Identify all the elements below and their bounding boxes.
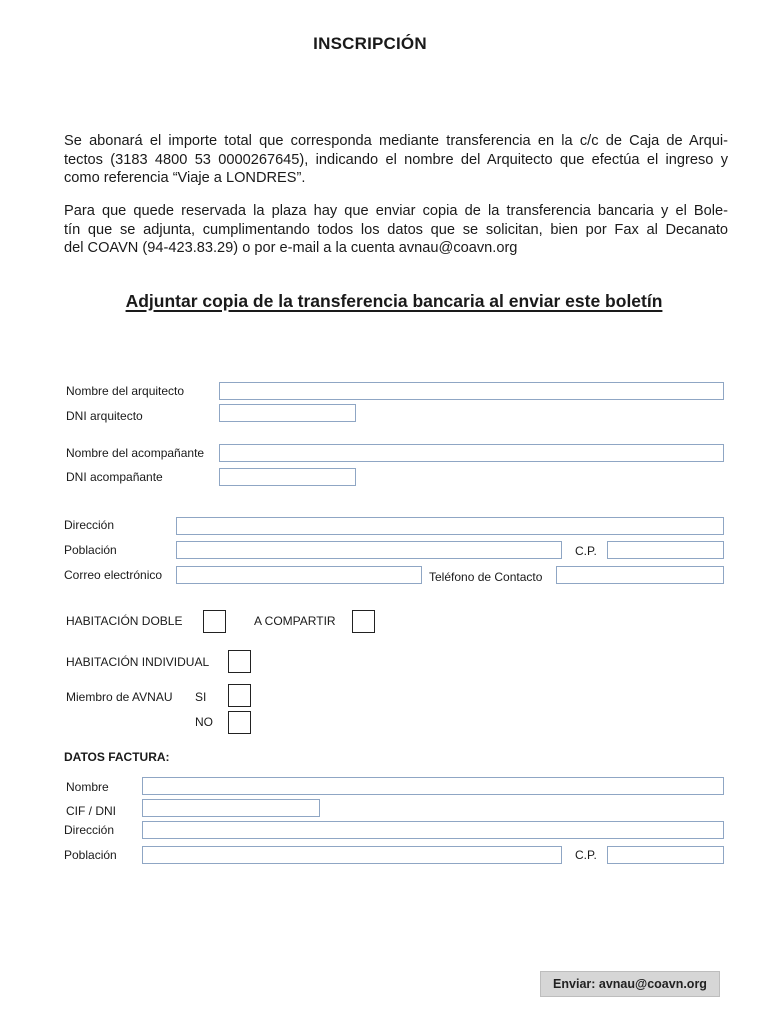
factura-poblacion-label: Población xyxy=(64,848,117,862)
factura-cif-label: CIF / DNI xyxy=(66,804,116,818)
paragraph-line: Se abonará el importe total que corresponda mediante transferencia en la c/c de Caja de Arqui- xyxy=(64,133,728,149)
paragraph-line: tectos (3183 4800 53 0000267645), indicando el nombre del Arquitecto que efectúa el ingreso y xyxy=(64,151,728,168)
factura-cif-input[interactable] xyxy=(142,799,320,817)
direccion-label: Dirección xyxy=(64,518,115,532)
attach-transfer-heading: Adjuntar copia de la transferencia bancaria al enviar este boletín xyxy=(125,291,663,311)
poblacion-label: Población xyxy=(64,543,117,557)
direccion-input[interactable] xyxy=(176,517,724,535)
datos-factura-heading: DATOS FACTURA: xyxy=(64,750,170,764)
send-email-button[interactable]: Enviar: avnau@coavn.org xyxy=(540,971,720,997)
miembro-avnau-label: Miembro de AVNAU xyxy=(66,690,173,704)
correo-input[interactable] xyxy=(176,566,422,584)
cp-label: C.P. xyxy=(575,544,597,558)
correo-label: Correo electrónico xyxy=(64,568,163,582)
telefono-input[interactable] xyxy=(556,566,724,584)
paragraph-line: del COAVN (94-423.83.29) o por e-mail a la cuenta avnau@coavn.org xyxy=(64,240,518,256)
factura-cp-label: C.P. xyxy=(575,848,597,862)
dni-arquitecto-label: DNI arquitecto xyxy=(66,409,143,423)
dni-acompanante-input[interactable] xyxy=(219,468,356,486)
habitacion-individual-checkbox[interactable] xyxy=(228,650,251,673)
habitacion-individual-label: HABITACIÓN INDIVIDUAL xyxy=(66,655,210,669)
nombre-acompanante-label: Nombre del acompañante xyxy=(66,446,205,460)
paragraph-line: Para que quede reservada la plaza hay que enviar copia de la transferencia bancaria y el Bole- xyxy=(64,203,728,219)
paragraph-line: tín que se adjunta, cumplimentando todos los datos que se solicitan, bien por Fax al Decanato xyxy=(64,221,728,238)
factura-nombre-label: Nombre xyxy=(66,780,109,794)
habitacion-doble-label: HABITACIÓN DOBLE xyxy=(66,614,183,628)
payment-instructions xyxy=(64,132,728,188)
habitacion-doble-checkbox[interactable] xyxy=(203,610,226,633)
no-label: NO xyxy=(195,715,213,729)
telefono-label: Teléfono de Contacto xyxy=(429,570,543,584)
dni-acompanante-label: DNI acompañante xyxy=(66,470,163,484)
paragraph-line: como referencia “Viaje a LONDRES”. xyxy=(64,170,306,186)
nombre-arquitecto-label: Nombre del arquitecto xyxy=(66,384,185,398)
factura-nombre-input[interactable] xyxy=(142,777,724,795)
factura-direccion-input[interactable] xyxy=(142,821,724,839)
si-label: SI xyxy=(195,690,207,704)
nombre-acompanante-input[interactable] xyxy=(219,444,724,462)
nombre-arquitecto-input[interactable] xyxy=(219,382,724,400)
poblacion-input[interactable] xyxy=(176,541,562,559)
reservation-instructions xyxy=(64,202,728,258)
miembro-no-checkbox[interactable] xyxy=(228,711,251,734)
miembro-si-checkbox[interactable] xyxy=(228,684,251,707)
factura-cp-input[interactable] xyxy=(607,846,724,864)
factura-direccion-label: Dirección xyxy=(64,823,115,837)
page-title: INSCRIPCIÓN xyxy=(313,34,427,53)
a-compartir-checkbox[interactable] xyxy=(352,610,375,633)
cp-input[interactable] xyxy=(607,541,724,559)
dni-arquitecto-input[interactable] xyxy=(219,404,356,422)
factura-poblacion-input[interactable] xyxy=(142,846,562,864)
a-compartir-label: A COMPARTIR xyxy=(254,614,336,628)
